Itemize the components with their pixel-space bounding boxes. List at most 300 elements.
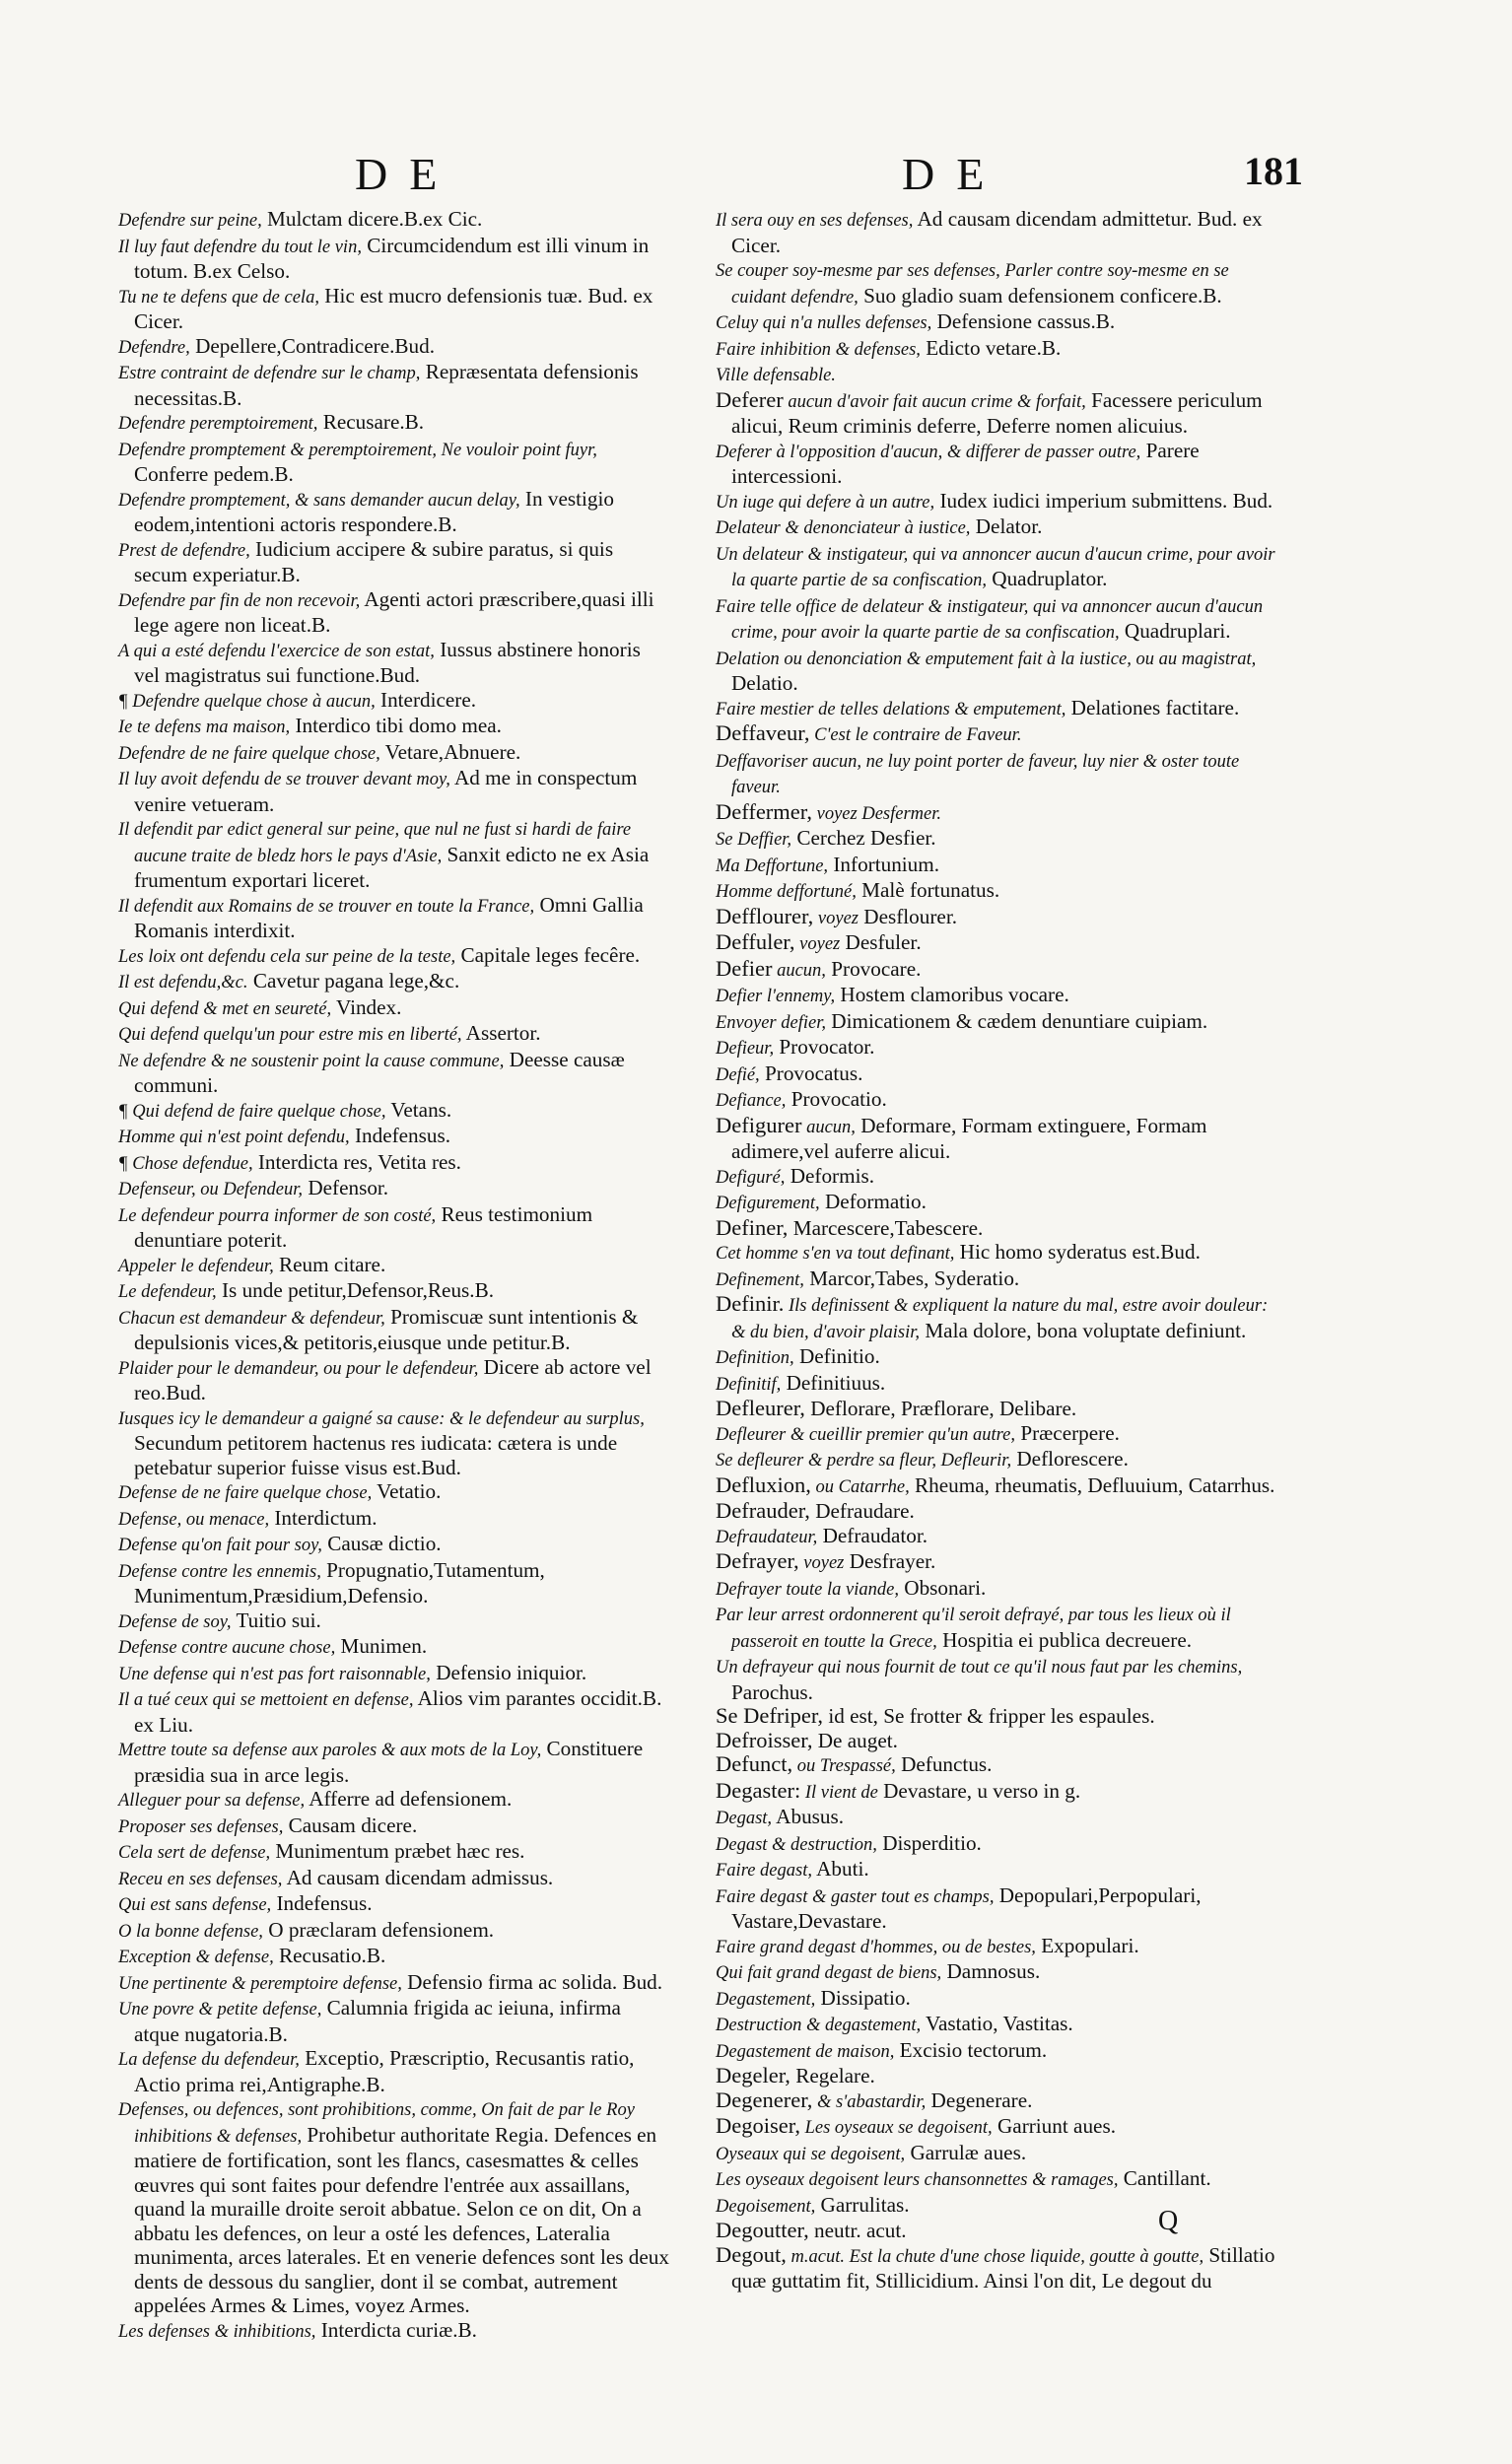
entry-latin: Provocatus. xyxy=(759,1061,863,1085)
entry-french: Defendre promptement & peremptoirement, Ne vouloir point fuyr, xyxy=(118,440,597,460)
entry-latin: Hic homo syderatus est.Bud. xyxy=(954,1240,1201,1264)
dictionary-entry xyxy=(716,983,1285,1009)
entry-french: ¶ Chose defendue, xyxy=(118,1153,253,1174)
entry-latin: Indefensus. xyxy=(349,1124,451,1147)
dictionary-entry xyxy=(716,1831,1285,1858)
entry-latin: Interdicere. xyxy=(375,687,477,712)
dictionary-entry xyxy=(716,1986,1285,2013)
entry-latin: Definitiuus. xyxy=(781,1370,886,1395)
entry-latin: De auget. xyxy=(812,1728,898,1752)
entry-latin: Malè fortunatus. xyxy=(856,878,1000,902)
entry-french: Il a tué ceux qui se mettoient en defense, xyxy=(118,1690,414,1710)
entry-latin: Indefensus. xyxy=(271,1891,373,1915)
dictionary-entry xyxy=(118,1305,670,1355)
entry-french: Proposer ses defenses, xyxy=(118,1816,284,1837)
entry-latin: Mala dolore, bona voluptate definiunt. xyxy=(920,1318,1247,1342)
dictionary-entry xyxy=(716,1114,1285,1164)
entry-french: Defrayer toute la viande, xyxy=(716,1579,899,1600)
entry-headword: Deffuler, xyxy=(716,929,795,954)
dictionary-entry xyxy=(716,2038,1285,2065)
entry-latin: Recusare.B. xyxy=(317,410,425,434)
dictionary-entry xyxy=(716,207,1285,257)
entry-french: ou Trespassé, xyxy=(792,1756,896,1776)
entry-latin: Dicere ab actore vel reo.Bud. xyxy=(134,1354,652,1404)
dictionary-entry xyxy=(716,2064,1285,2088)
entry-french: voyez Desfermer. xyxy=(812,803,941,824)
dictionary-entry xyxy=(716,748,1285,800)
entry-latin: Deformare, Formam extinguere, Formam adimere,vel auferre alicui. xyxy=(731,1113,1207,1163)
dictionary-entry xyxy=(118,1686,670,1737)
dictionary-entry xyxy=(118,638,670,688)
entry-french: Defenseur, ou Defendeur, xyxy=(118,1180,304,1199)
entry-latin: Defunctus. xyxy=(895,1752,993,1776)
dictionary-entry xyxy=(716,646,1285,696)
entry-french: Delation ou denonciation & emputement fait à la iustice, ou au magistrat, xyxy=(716,649,1257,669)
dictionary-entry xyxy=(716,1499,1285,1524)
dictionary-entry xyxy=(118,537,670,587)
dictionary-entry xyxy=(716,1087,1285,1114)
entry-latin: Quadruplator. xyxy=(986,567,1108,590)
entry-french: Faire telle office de delateur & instigateur, qui va annoncer aucun d'aucun crime, pour avoir la quarte partie de sa confiscation, xyxy=(716,596,1264,643)
entry-latin: Quadruplari. xyxy=(1119,619,1231,643)
entry-latin: Cavetur pagana lege,&c. xyxy=(247,969,460,992)
entry-latin: Dissipatio. xyxy=(815,1985,911,2010)
dictionary-entry xyxy=(716,439,1285,489)
entry-french: Homme qui n'est point defendu, xyxy=(118,1128,350,1147)
entry-latin: Defensio firma ac solida. Bud. xyxy=(401,1969,663,1994)
dictionary-entry xyxy=(716,1752,1285,1779)
dictionary-entry xyxy=(716,1190,1285,1216)
entry-latin: Iudex iudici imperium submittens. Bud. xyxy=(934,488,1273,513)
entry-latin: Desflourer. xyxy=(858,904,958,928)
entry-latin: Delatio. xyxy=(731,671,798,695)
dictionary-entry xyxy=(118,714,670,740)
entry-latin: Suo gladio suam defensionem conficere.B. xyxy=(858,283,1222,308)
entry-latin: Degenerare. xyxy=(926,2088,1033,2112)
entry-french: Qui defend & met en seureté, xyxy=(118,998,332,1019)
dictionary-entry xyxy=(118,1098,670,1125)
entry-latin: Edicto vetare.B. xyxy=(920,335,1062,360)
dictionary-entry xyxy=(118,1558,670,1608)
dictionary-entry xyxy=(716,1216,1285,1241)
dictionary-entry xyxy=(716,1576,1285,1603)
entry-latin: Conferre pedem.B. xyxy=(134,462,294,486)
dictionary-entry xyxy=(716,362,1285,388)
dictionary-entry xyxy=(118,1996,670,2046)
entry-latin: Interdico tibi domo mea. xyxy=(290,714,502,737)
entry-french: Defendre, xyxy=(118,337,190,358)
entry-french: La defense du defendeur, xyxy=(118,2050,300,2070)
entry-latin: Abusus. xyxy=(772,1805,845,1828)
entry-french: Defendre par fin de non recevoir, xyxy=(118,590,361,611)
dictionary-entry xyxy=(118,1970,670,1997)
dictionary-entry xyxy=(716,2012,1285,2038)
entry-latin: Hospitia ei publica decreuere. xyxy=(936,1627,1193,1652)
entry-french: Definition, xyxy=(716,1348,794,1368)
dictionary-entry xyxy=(118,1253,670,1279)
entry-latin: id est, Se frotter & fripper les espaules. xyxy=(823,1704,1155,1728)
entry-latin: Is unde petitur,Defensor,Reus.B. xyxy=(216,1278,495,1302)
entry-latin: Defraudare. xyxy=(809,1499,915,1523)
entry-french: Degastement de maison, xyxy=(716,2041,895,2062)
entry-french: Ils definissent & expliquent la nature du mal, estre avoir douleur: & du bien, d'avoir plaisir, xyxy=(731,1296,1269,1342)
entry-latin: Defensor. xyxy=(303,1176,389,1199)
entry-french: Se Deffier, xyxy=(716,830,792,850)
entry-latin: In vestigio eodem,intentioni actoris respondere.B. xyxy=(134,486,614,536)
entry-french: Definement, xyxy=(716,1269,804,1290)
entry-french: Se couper soy-mesme par ses defenses, Parler contre soy-mesme en se cuidant defendre, xyxy=(716,261,1229,308)
entry-headword: Defigurer xyxy=(716,1112,802,1137)
dictionary-entry xyxy=(716,1240,1285,1266)
entry-french: Defendre promptement, & sans demander aucun delay, xyxy=(118,490,520,511)
entry-french: Il luy avoit defendu de se trouver devant moy, xyxy=(118,770,450,789)
dictionary-entry xyxy=(118,1278,670,1305)
entry-latin: Reum citare. xyxy=(273,1252,386,1276)
entry-french: O la bonne defense, xyxy=(118,1921,263,1942)
entry-latin: Stillatio quæ guttatim fit, Stillicidium. Ainsi l'on dit, Le degout du xyxy=(731,2242,1275,2293)
dictionary-entry xyxy=(716,1266,1285,1293)
dictionary-entry xyxy=(118,284,670,334)
entry-french: Defleurer & cueillir premier qu'un autre, xyxy=(716,1424,1016,1445)
entry-french: Qui fait grand degast de biens, xyxy=(716,1963,942,1983)
entry-french: Cet homme s'en va tout definant, xyxy=(716,1244,955,1264)
dictionary-entry xyxy=(118,995,670,1022)
entry-french: Un delateur & instigateur, qui va annoncer aucun d'aucun crime, pour avoir la quarte partie de sa confiscation, xyxy=(716,544,1275,590)
entry-french: C'est le contraire de Faveur. xyxy=(809,725,1022,745)
dictionary-entry xyxy=(118,1891,670,1918)
dictionary-entry xyxy=(716,1524,1285,1550)
dictionary-entry xyxy=(716,957,1285,984)
entry-latin: Facessere periculum alicui, Reum criminis deferre, Deferre nomen alicuius. xyxy=(731,387,1263,438)
entry-french: Defendre peremptoirement, xyxy=(118,414,318,434)
catchword: Q xyxy=(1158,2206,1179,2236)
dictionary-entry xyxy=(118,1048,670,1098)
entry-french: Delateur & denonciateur à iustice, xyxy=(716,518,971,538)
entry-french: Faire degast & gaster tout es champs, xyxy=(716,1886,995,1907)
entry-french: Defense de soy, xyxy=(118,1611,232,1632)
dictionary-entry xyxy=(716,1035,1285,1061)
entry-latin: Abuti. xyxy=(811,1857,869,1881)
entry-latin: Desfrayer. xyxy=(844,1549,936,1573)
dictionary-entry xyxy=(716,1009,1285,1036)
entry-latin: Iudicium accipere & subire paratus, si quis secum experiatur.B. xyxy=(134,536,614,586)
entry-french: Prest de defendre, xyxy=(118,540,250,561)
entry-french: Faire grand degast d'hommes, ou de bestes, xyxy=(716,1937,1036,1957)
right-column xyxy=(716,207,1285,2293)
entry-french: Defense de ne faire quelque chose, xyxy=(118,1483,373,1503)
entry-french: Faire degast, xyxy=(716,1861,812,1881)
dictionary-entry xyxy=(118,234,670,284)
entry-headword: Defier xyxy=(716,955,773,981)
entry-french: & s'abastardir, xyxy=(812,2091,927,2112)
dictionary-entry xyxy=(716,1061,1285,1088)
dictionary-entry xyxy=(118,587,670,638)
entry-french: Il defendit par edict general sur peine, que nul ne fust si hardi de faire aucune traite de bledz hors le pays d'Asie, xyxy=(118,820,632,866)
dictionary-entry xyxy=(716,853,1285,879)
dictionary-entry xyxy=(716,1779,1285,1806)
entry-latin: Deformatio. xyxy=(819,1190,927,1213)
entry-latin: Alios vim parantes occidit.B. ex Liu. xyxy=(134,1686,662,1737)
entry-headword: Defleurer, xyxy=(716,1396,805,1420)
entry-french: ¶ Qui defend de faire quelque chose, xyxy=(118,1101,386,1122)
entry-french: Defraudateur, xyxy=(716,1527,818,1547)
dictionary-entry xyxy=(716,1549,1285,1576)
entry-latin: Sanxit edicto ne ex Asia frumentum exportari liceret. xyxy=(134,842,650,892)
entry-french: Defier l'ennemy, xyxy=(716,987,836,1006)
dictionary-entry xyxy=(118,893,670,943)
dictionary-entry xyxy=(118,1634,670,1661)
entry-latin: Præcerpere. xyxy=(1015,1420,1120,1445)
entry-french: Par leur arrest ordonnerent qu'il seroit defrayé, par tous les lieux où il passeroit en toutte la Grece, xyxy=(716,1606,1231,1652)
dictionary-entry xyxy=(716,2243,1285,2293)
dictionary-entry xyxy=(716,1959,1285,1986)
dictionary-entry xyxy=(716,2114,1285,2141)
dictionary-entry xyxy=(716,1857,1285,1883)
dictionary-entry xyxy=(716,878,1285,905)
entry-latin: Dimicationem & cædem denuntiare cuipiam. xyxy=(826,1008,1208,1033)
entry-french: Estre contraint de defendre sur le champ, xyxy=(118,364,421,383)
dictionary-entry xyxy=(716,336,1285,363)
entry-french: Ma Deffortune, xyxy=(716,856,829,876)
page-number: 181 xyxy=(1244,149,1303,193)
entry-latin: Disperditio. xyxy=(876,1830,982,1855)
dictionary-entry xyxy=(118,1176,670,1202)
dictionary-entry xyxy=(118,1150,670,1177)
entry-french: Defense contre aucune chose, xyxy=(118,1638,336,1658)
entry-headword: Defrayer, xyxy=(716,1548,799,1573)
entry-french: Appeler le defendeur, xyxy=(118,1256,274,1276)
entry-french: Defendre sur peine, xyxy=(118,211,262,231)
dictionary-entry xyxy=(716,1805,1285,1831)
entry-latin: Vetans. xyxy=(385,1097,452,1122)
dictionary-entry xyxy=(118,1532,670,1558)
entry-french: Ie te defens ma maison, xyxy=(118,718,291,737)
entry-headword: Definir. xyxy=(716,1291,785,1316)
entry-latin: Ad me in conspectum venire vetueram. xyxy=(134,766,638,816)
entry-french: m.acut. Est la chute d'une chose liquide, goutte à goutte, xyxy=(786,2246,1204,2267)
dictionary-entry xyxy=(716,1883,1285,1934)
entry-latin: Afferre ad defensionem. xyxy=(305,1787,513,1811)
entry-french: Une pertinente & peremptoire defense, xyxy=(118,1973,402,1994)
entry-latin: Constituere præsidia sua in arce legis. xyxy=(134,1737,644,1787)
entry-french: voyez xyxy=(798,1553,845,1573)
entry-french: Deffavoriser aucun, ne luy point porter de faveur, luy nier & oster toute faveur. xyxy=(716,751,1240,797)
entry-french: Celuy qui n'a nulles defenses, xyxy=(716,313,932,333)
entry-french: Les oyseaux degoisent leurs chansonnettes & ramages, xyxy=(716,2170,1119,2190)
dictionary-entry xyxy=(716,1654,1285,1704)
left-column xyxy=(118,207,670,2344)
dictionary-entry xyxy=(118,487,670,537)
dictionary-entry xyxy=(118,410,670,437)
entry-french: Il luy faut defendre du tout le vin, xyxy=(118,237,362,257)
entry-latin: Devastare, u verso in g. xyxy=(877,1778,1081,1803)
entry-latin: Munimentum præbet hæc res. xyxy=(270,1839,525,1863)
entry-headword: Defluxion, xyxy=(716,1472,811,1497)
entry-french: Envoyer defier, xyxy=(716,1012,826,1033)
entry-latin: Tuitio sui. xyxy=(231,1608,321,1632)
entry-french: Faire mestier de telles delations & emputement, xyxy=(716,699,1066,719)
dictionary-entry xyxy=(118,1737,670,1787)
entry-latin: Defensione cassus.B. xyxy=(931,309,1116,333)
dictionary-entry xyxy=(716,1164,1285,1191)
entry-latin: Munimen. xyxy=(335,1634,428,1658)
dictionary-entry xyxy=(118,1405,670,1480)
dictionary-entry xyxy=(118,1944,670,1970)
entry-headword: Degeler, xyxy=(716,2063,790,2088)
dictionary-entry xyxy=(118,2318,670,2345)
entry-french: Degast & destruction, xyxy=(716,1834,877,1855)
entry-latin: Ad causam dicendam admittetur. Bud. ex Cicer. xyxy=(731,207,1263,257)
entry-latin: Mulctam dicere.B.ex Cic. xyxy=(261,207,483,231)
entry-french: Il est defendu,&c. xyxy=(118,973,248,992)
entry-latin: Marcor,Tabes, Syderatio. xyxy=(803,1266,1020,1290)
entry-latin: Deflorare, Præflorare, Delibare. xyxy=(804,1397,1077,1420)
dictionary-entry xyxy=(716,1704,1285,1729)
entry-french: Homme deffortuné, xyxy=(716,882,857,902)
entry-french: voyez xyxy=(794,934,841,954)
entry-latin: Definitio. xyxy=(793,1344,880,1368)
dictionary-entry xyxy=(716,1344,1285,1371)
dictionary-entry xyxy=(118,1124,670,1150)
entry-latin: Interdicta curiæ.B. xyxy=(315,2317,477,2342)
entry-latin: neutr. acut. xyxy=(808,2219,907,2242)
entry-french: Ville defensable. xyxy=(716,366,836,385)
entry-headword: Deferer xyxy=(716,386,784,412)
entry-french: Oyseaux qui se degoisent, xyxy=(716,2144,906,2164)
dictionary-entry xyxy=(716,489,1285,515)
dictionary-entry xyxy=(716,257,1285,309)
dictionary-entry xyxy=(716,593,1285,646)
entry-latin: Provocare. xyxy=(825,956,922,981)
entry-french: Un iuge qui defere à un autre, xyxy=(716,492,935,513)
dictionary-entry xyxy=(716,388,1285,439)
entry-french: Les defenses & inhibitions, xyxy=(118,2321,316,2342)
entry-french: Mettre toute sa defense aux paroles & aux mots de la Loy, xyxy=(118,1741,542,1760)
dictionary-entry xyxy=(716,800,1285,827)
entry-latin: Vastatio, Vastitas. xyxy=(921,2012,1073,2035)
entry-french: Defigurement, xyxy=(716,1194,820,1213)
entry-latin: Circumcidendum est illi vinum in totum. B.ex Celso. xyxy=(134,233,650,283)
entry-latin: Secundum petitorem hactenus res iudicata: cætera is unde petebatur superior fuisse visus est.Bud. xyxy=(134,1431,618,1479)
entry-latin: Omni Gallia Romanis interdixit. xyxy=(134,892,644,942)
entry-latin: Garriunt aues. xyxy=(992,2114,1117,2138)
entry-latin: Prohibetur authoritate Regia. Defences en matiere de fortification, sont les flancs, casesmattes & celles œuvres qui sont faites pour defendre l'entrée aux assaillans, quand la muraille droite seroit abbatue. Selon ce on dit, On a abbatu les defences, on leur a osté les defences, Lateralia munimenta, arces laterales. Et en venerie defences sont les deux dents de dessous du sanglier, dont il se combat, autrement appelées Armes & Limes, voyez Armes. xyxy=(134,2122,669,2317)
dictionary-entry xyxy=(118,1479,670,1506)
entry-latin: Garrulitas. xyxy=(815,2192,910,2217)
entry-french: Defense contre les ennemis, xyxy=(118,1561,321,1582)
entry-french: aucun d'avoir fait aucun crime & forfait, xyxy=(783,391,1086,412)
entry-headword: Defrauder, xyxy=(716,1498,810,1523)
entry-latin: Calumnia frigida ac ieiuna, infirma atque nugatoria.B. xyxy=(134,1996,621,2046)
entry-french: Cela sert de defense, xyxy=(118,1843,271,1863)
dictionary-entry xyxy=(118,1608,670,1635)
entry-french: Definitif, xyxy=(716,1374,782,1395)
entry-headword: Defroisser, xyxy=(716,1727,813,1752)
dictionary-entry xyxy=(118,1202,670,1253)
entry-french: ¶ Defendre quelque chose à aucun, xyxy=(118,691,376,712)
entry-french: aucun, xyxy=(801,1117,856,1137)
dictionary-entry xyxy=(716,1602,1285,1654)
dictionary-entry xyxy=(118,1021,670,1048)
entry-french: Deferer à l'opposition d'aucun, & differer de passer outre, xyxy=(716,442,1141,462)
entry-latin: Excisio tectorum. xyxy=(894,2037,1048,2062)
entry-french: Le defendeur, xyxy=(118,1282,217,1302)
entry-french: Defieur, xyxy=(716,1039,775,1059)
entry-headword: Degoutter, xyxy=(716,2218,809,2242)
dictionary-entry xyxy=(118,1814,670,1840)
entry-latin: Agenti actori præscribere,quasi illi lege agere non liceat.B. xyxy=(134,586,654,637)
entry-french: Exception & defense, xyxy=(118,1948,274,1967)
entry-latin: Depopulari,Perpopulari, Vastare,Devastare. xyxy=(731,1882,1202,1933)
entry-latin: Vetare,Abnuere. xyxy=(379,739,521,764)
entry-latin: Causæ dictio. xyxy=(321,1532,442,1555)
dictionary-entry xyxy=(118,943,670,970)
entry-latin: Damnosus. xyxy=(941,1959,1041,1983)
entry-french: voyez xyxy=(813,908,859,928)
entry-french: Les loix ont defendu cela sur peine de la teste, xyxy=(118,946,456,967)
entry-latin: Parochus. xyxy=(731,1679,813,1704)
dictionary-entry xyxy=(118,816,670,893)
entry-french: Defié, xyxy=(716,1064,760,1085)
dictionary-entry xyxy=(716,2193,1285,2220)
dictionary-entry xyxy=(716,541,1285,593)
dictionary-entry xyxy=(716,930,1285,957)
entry-french: Faire inhibition & defenses, xyxy=(716,339,921,360)
entry-headword: Deffaveur, xyxy=(716,720,810,745)
dictionary-entry xyxy=(118,360,670,410)
entry-french: Les oyseaux se degoisent, xyxy=(799,2118,993,2138)
entry-latin: Propugnatio,Tutamentum, Munimentum,Præsidium,Defensio. xyxy=(134,1557,545,1608)
entry-french: Degast, xyxy=(716,1809,773,1828)
dictionary-entry xyxy=(118,207,670,234)
entry-french: Defenses, ou defences, sont prohibitions, comme, On fait de par le Roy inhibitions & defenses, xyxy=(118,2100,635,2147)
entry-latin: Deflorescere. xyxy=(1011,1447,1129,1471)
entry-latin: Expopulari. xyxy=(1035,1933,1139,1957)
entry-french: Tu ne te defens que de cela, xyxy=(118,287,319,308)
entry-latin: Exceptio, Præscriptio, Recusantis ratio, Actio prima rei,Antigraphe.B. xyxy=(134,2046,635,2096)
entry-french: Il vient de xyxy=(800,1782,878,1803)
entry-french: Une defense qui n'est pas fort raisonnable, xyxy=(118,1664,431,1684)
dictionary-entry xyxy=(716,1473,1285,1500)
dictionary-entry xyxy=(118,2046,670,2096)
entry-french: Se defleurer & perdre sa fleur, Defleurir, xyxy=(716,1451,1012,1471)
dictionary-entry xyxy=(118,2096,670,2318)
entry-latin: Desfuler. xyxy=(840,930,922,954)
entry-french: Il defendit aux Romains de se trouver en toute la France, xyxy=(118,896,535,917)
dictionary-entry xyxy=(716,1447,1285,1473)
entry-latin: Capitale leges fecêre. xyxy=(455,942,641,967)
dictionary-entry xyxy=(716,826,1285,853)
entry-latin: Regelare. xyxy=(790,2064,875,2088)
entry-latin: Vindex. xyxy=(331,994,402,1019)
entry-headword: Se Defriper, xyxy=(716,1703,824,1728)
entry-french: Une povre & petite defense, xyxy=(118,2000,322,2019)
entry-latin: Delationes factitare. xyxy=(1065,695,1240,719)
dictionary-entry xyxy=(716,309,1285,336)
entry-headword: Defunct, xyxy=(716,1751,793,1776)
entry-latin: Repræsentata defensionis necessitas.B. xyxy=(134,360,639,410)
dictionary-entry xyxy=(716,2088,1285,2115)
entry-latin: Depellere,Contradicere.Bud. xyxy=(189,333,436,358)
entry-latin: Assertor. xyxy=(461,1021,541,1045)
entry-french: Iusques icy le demandeur a gaigné sa cause: & le defendeur au surplus, xyxy=(118,1408,645,1429)
entry-french: Degastement, xyxy=(716,1989,816,2010)
dictionary-entry xyxy=(716,2166,1285,2193)
entry-latin: Defraudator. xyxy=(817,1523,928,1547)
entry-french: Defendre de ne faire quelque chose, xyxy=(118,743,380,764)
entry-latin: Delator. xyxy=(970,514,1043,538)
entry-headword: Degaster: xyxy=(716,1777,801,1803)
